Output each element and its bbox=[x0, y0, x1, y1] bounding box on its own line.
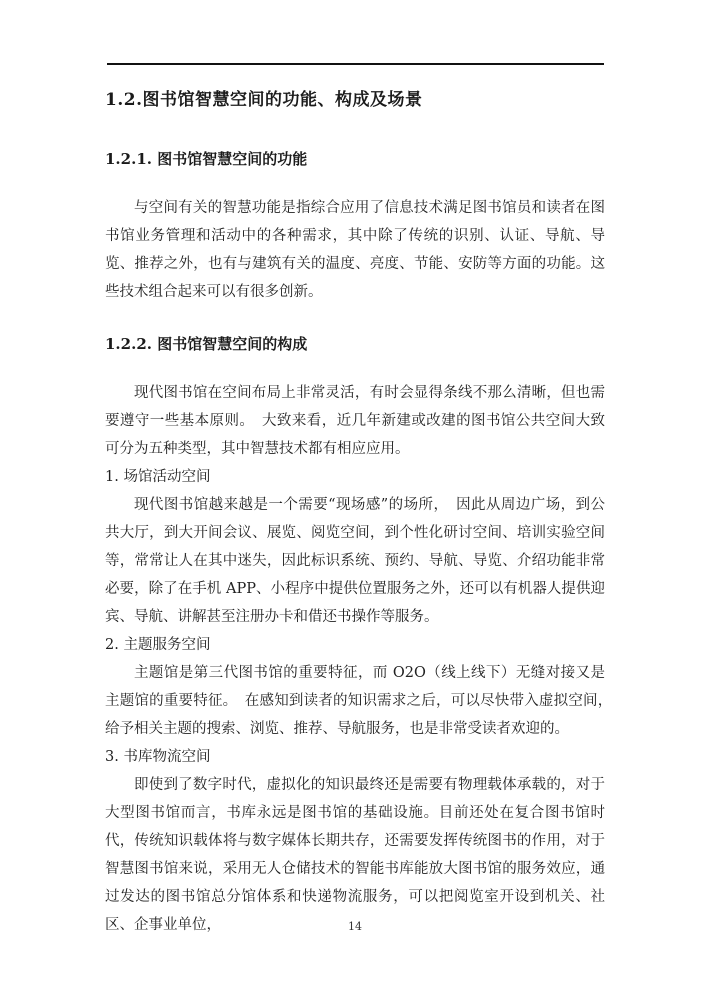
page-content bbox=[105, 88, 620, 939]
subsection-heading-composition: 1.2.2. 图书馆智慧空间的构成 bbox=[105, 335, 308, 353]
section-title: 1.2.图书馆智慧空间的功能、构成及场景 bbox=[105, 90, 423, 110]
header-rule bbox=[107, 63, 604, 65]
list-item-2-text: 主题馆是第三代图书馆的重要特征，而 O2O（线上线下）无缝对接又是主题馆的重要特征。 在感知到读者的知识需求之后，可以尽快带入虚拟空间， 给予相关主题的搜索、浏览、推荐、导航服务，也是非常受读者欢迎的。 bbox=[105, 665, 620, 737]
list-item-3-text: 即使到了数字时代，虚拟化的知识最终还是需要有物理载体承载的，对于大型图书馆而言，书库永远是图书馆的基础设施。目前还处在复合图书馆时代，传统知识载体将与数字媒体长期共存，还需要发挥传统图书的作用，对于智慧图书馆来说，采用无人仓储技术的智能书库能放大图书馆的服务效应，通过发达的图书馆总分馆体系和快递物流服务，可以把阅览室开设到机关、社区、企事业单位， bbox=[105, 777, 605, 933]
subsection-heading-functions: 1.2.1. 图书馆智慧空间的功能 bbox=[105, 150, 308, 168]
list-item-2-label: 2. 主题服务空间 bbox=[105, 637, 211, 653]
list-item-3-label: 3. 书库物流空间 bbox=[105, 749, 211, 765]
paragraph-composition-intro: 现代图书馆在空间布局上非常灵活，有时会显得条线不那么清晰，但也需要遵守一些基本原则。 大致来看，近几年新建或改建的图书馆公共空间大致可分为五种类型，其中智慧技术都有相应应用。 bbox=[105, 385, 605, 457]
list-item-1-label: 1. 场馆活动空间 bbox=[105, 469, 211, 485]
page-number: 14 bbox=[348, 920, 362, 933]
paragraph-functions: 与空间有关的智慧功能是指综合应用了信息技术满足图书馆员和读者在图书馆业务管理和活动中的各种需求，其中除了传统的识别、认证、导航、导览、推荐之外，也有与建筑有关的温度、亮度、节能、安防等方面的功能。这些技术组合起来可以有很多创新。 bbox=[105, 200, 605, 300]
list-item-1-text: 现代图书馆越来越是一个需要“现场感”的场所， 因此从周边广场，到公共大厅，到大开间会议、展览、阅览空间，到个性化研讨空间、培训实验空间等，常常让人在其中迷失，因此标识系统、预约、导航、导览、介绍功能非常必要，除了在手机 APP、小程序中提供位置服务之外，还可以有机器人提供迎宾、导航、讲解甚至注册办卡和借还书操作等服务。 bbox=[105, 497, 605, 625]
